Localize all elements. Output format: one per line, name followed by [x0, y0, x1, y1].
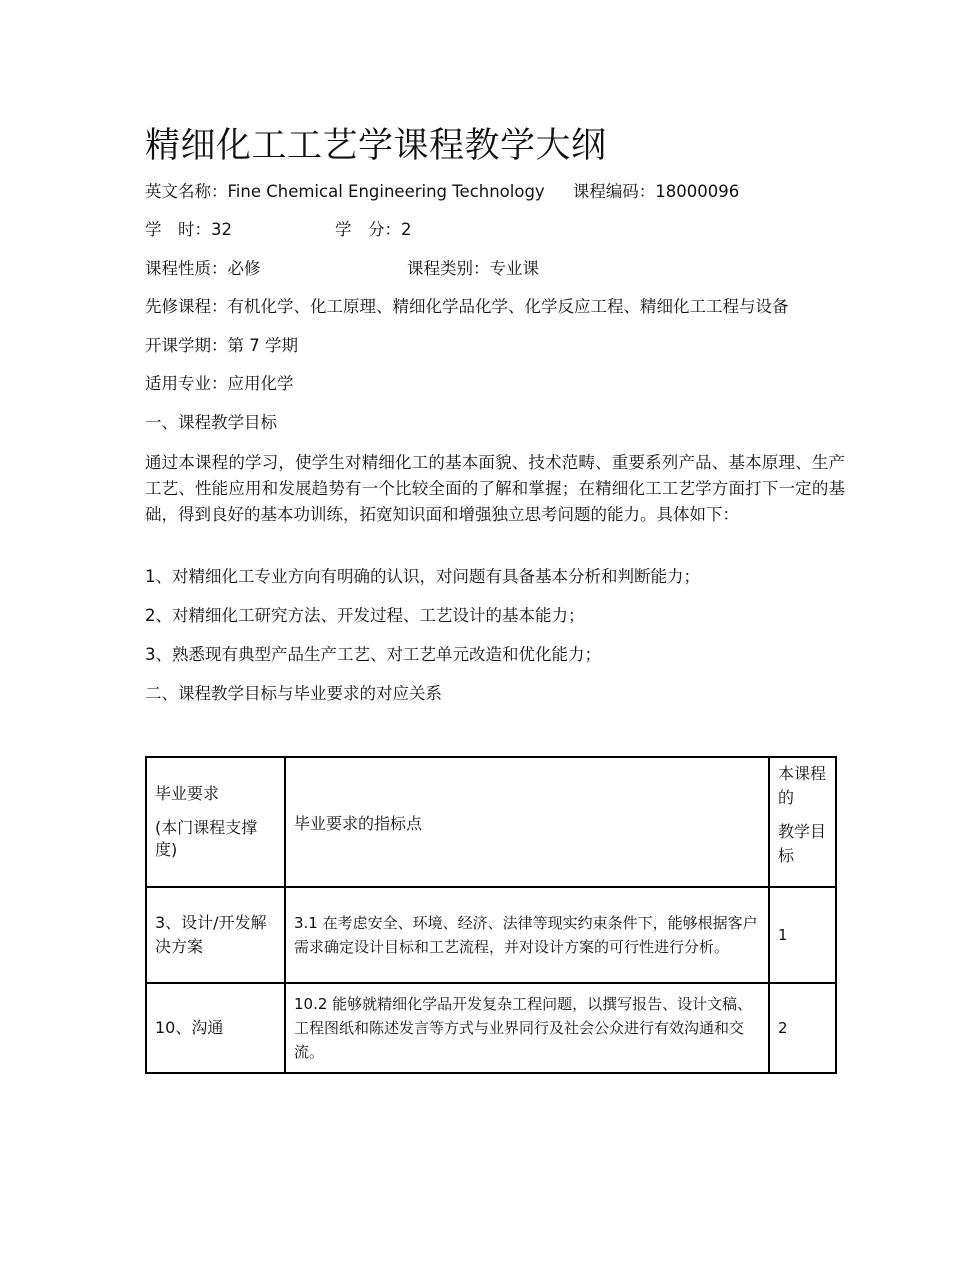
- course-nature: 课程性质：必修: [145, 259, 261, 278]
- applicable-major: 适用专业：应用化学: [145, 374, 294, 393]
- prerequisites: 先修课程：有机化学、化工原理、精细化学品化学、化学反应工程、精细化工工程与设备: [145, 297, 789, 316]
- header-objective-line1: 本课程的: [778, 764, 827, 807]
- course-credits: 学 分：2: [335, 220, 412, 239]
- requirement-cell: 10、沟通: [146, 983, 285, 1073]
- table-row: [146, 983, 836, 1073]
- header-requirement-cell: [146, 757, 285, 887]
- header-requirement-subtitle: (本门课程支撑度): [155, 818, 258, 859]
- objective-cell: 2: [769, 983, 836, 1073]
- objective-cell: 1: [769, 887, 836, 983]
- section1-heading: 一、课程教学目标: [145, 413, 277, 432]
- header-objective-line2: 教学目标: [778, 822, 827, 865]
- english-name-line: [145, 182, 739, 202]
- course-hours: 学 时：32: [145, 220, 232, 239]
- course-code: 课程编码：18000096: [572, 182, 740, 201]
- requirements-table: [145, 756, 837, 1074]
- header-objective-cell: [769, 757, 836, 887]
- header-indicator-label: 毕业要求的指标点: [294, 813, 423, 833]
- semester: 开课学期：第 7 学期: [145, 336, 298, 355]
- objective-item-2: 2、对精细化工研究方法、开发过程、工艺设计的基本能力；: [145, 606, 585, 625]
- objective-item-1: 1、对精细化工专业方向有明确的认识，对问题有具备基本分析和判断能力；: [145, 567, 700, 586]
- requirement-cell: 3、设计/开发解决方案: [146, 887, 285, 983]
- nature-category-line: [145, 259, 539, 279]
- section2-heading: 二、课程教学目标与毕业要求的对应关系: [145, 684, 442, 703]
- section1-paragraph: 通过本课程的学习，使学生对精细化工的基本面貌、技术范畴、重要系列产品、基本原理、生产工艺、性能应用和发展趋势有一个比较全面的了解和掌握；在精细化工工艺学方面打下一定的基础，得到良好的基本功训练，拓宽知识面和增强独立思考问题的能力。具体如下：: [145, 453, 845, 524]
- table-row: [146, 887, 836, 983]
- objective-item-3: 3、熟悉现有典型产品生产工艺、对工艺单元改造和优化能力；: [145, 645, 601, 664]
- hours-credits-line: [145, 220, 412, 240]
- header-indicator-cell: [285, 757, 769, 887]
- header-requirement-title: 毕业要求: [155, 784, 220, 803]
- indicator-cell: 3.1 在考虑安全、环境、经济、法律等现实约束条件下，能够根据客户需求确定设计目标和工艺流程，并对设计方案的可行性进行分析。: [285, 887, 769, 983]
- english-name: 英文名称：Fine Chemical Engineering Technology: [145, 182, 545, 201]
- indicator-cell: 10.2 能够就精细化学品开发复杂工程问题，以撰写报告、设计文稿、工程图纸和陈述发言等方式与业界同行及社会公众进行有效沟通和交流。: [285, 983, 769, 1073]
- table-header-row: [146, 757, 836, 887]
- page-title: 精细化工工艺学课程教学大纲: [145, 126, 607, 166]
- course-category: 课程类别：专业课: [407, 259, 539, 278]
